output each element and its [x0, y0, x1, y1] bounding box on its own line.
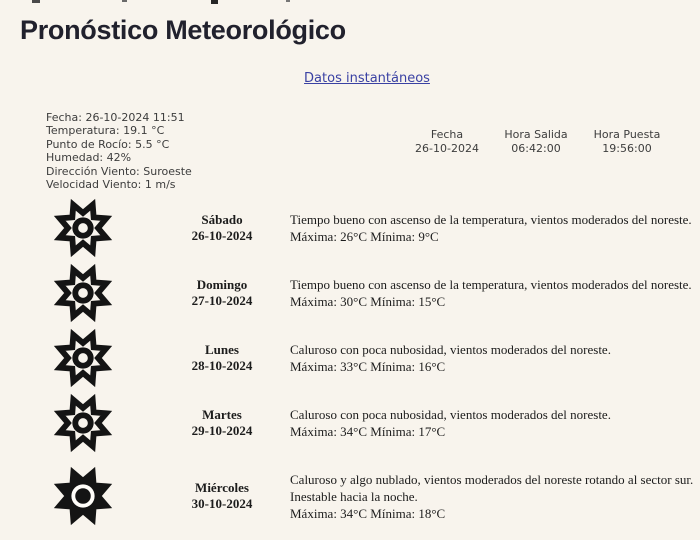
forecast-description [290, 341, 700, 375]
desc-line: Tiempo bueno con ascenso de la temperatura, vientos moderados del noreste. [290, 211, 692, 227]
forecast-row [0, 390, 700, 455]
forecast-list [0, 195, 700, 537]
desc-line: Máxima: 30°C Mínima: 15°C [290, 293, 446, 309]
date-label: 29-10-2024 [191, 422, 253, 438]
fecha-value: 26-10-2024 [415, 141, 479, 155]
forecast-day-date [114, 212, 290, 244]
forecast-day-date [114, 342, 290, 374]
day-label: Martes [202, 406, 242, 422]
current-velocidad-viento: Velocidad Viento: 1 m/s [46, 178, 176, 192]
forecast-description [290, 276, 700, 310]
sun-filled-icon [52, 465, 114, 527]
forecast-day-date [114, 277, 290, 309]
clipped-text-remnant [286, 0, 290, 2]
instant-data-link-row [34, 67, 700, 86]
hora-salida-value: 06:42:00 [511, 141, 561, 155]
date-label: 26-10-2024 [191, 227, 253, 243]
clipped-text-remnant [211, 0, 218, 4]
sun-outline-icon [52, 327, 114, 389]
desc-line: Máxima: 34°C Mínima: 17°C [290, 423, 446, 439]
day-label: Lunes [205, 341, 239, 357]
desc-line: Caluroso con poca nubosidad, vientos moderados del noreste. [290, 406, 611, 422]
current-direccion-viento: Dirección Viento: Suroeste [46, 164, 192, 178]
forecast-description [290, 211, 700, 245]
desc-line: Máxima: 34°C Mínima: 18°C [290, 505, 446, 521]
date-label: 30-10-2024 [191, 496, 253, 511]
clipped-text-remnant [32, 0, 40, 3]
sun-table-hora-puesta [572, 128, 682, 155]
sun-outline-icon [52, 392, 114, 454]
date-label: 28-10-2024 [191, 357, 253, 373]
forecast-row [0, 455, 700, 537]
forecast-row [0, 325, 700, 390]
day-label: Miércoles [195, 480, 249, 495]
hora-puesta-value: 19:56:00 [602, 141, 652, 155]
page-title: Pronóstico Meteorológico [20, 15, 346, 45]
desc-line: Inestable hacia la noche. [290, 488, 418, 504]
current-fecha: Fecha: 26-10-2024 11:51 [46, 111, 185, 124]
current-temperatura: Temperatura: 19.1 °C [46, 124, 165, 138]
hora-puesta-header: Hora Puesta [593, 128, 661, 141]
datos-instantaneos-link[interactable]: Datos instantáneos [304, 71, 430, 86]
hora-salida-header: Hora Salida [504, 128, 568, 141]
desc-line: Tiempo bueno con ascenso de la temperatura, vientos moderados del noreste. [290, 276, 692, 292]
forecast-description [290, 471, 700, 522]
forecast-description [290, 406, 700, 440]
forecast-day-date [114, 407, 290, 439]
forecast-day-date [114, 480, 290, 512]
sun-outline-icon [52, 262, 114, 324]
current-conditions [46, 111, 192, 191]
forecast-row [0, 195, 700, 260]
desc-line: Caluroso con poca nubosidad, vientos moderados del noreste. [290, 341, 611, 357]
sun-outline-icon [52, 197, 114, 259]
desc-line: Máxima: 26°C Mínima: 9°C [290, 228, 439, 244]
fecha-header: Fecha [430, 128, 464, 141]
clipped-text-remnant [122, 0, 127, 2]
forecast-row [0, 260, 700, 325]
desc-line: Caluroso y algo nublado, vientos moderados del noreste rotando al sector sur. [290, 471, 694, 487]
date-label: 27-10-2024 [191, 292, 253, 308]
desc-line: Máxima: 33°C Mínima: 16°C [290, 358, 446, 374]
current-humedad: Humedad: 42% [46, 151, 132, 165]
current-punto-rocio: Punto de Rocío: 5.5 °C [46, 137, 170, 151]
day-label: Domingo [196, 276, 248, 292]
day-label: Sábado [201, 211, 243, 227]
